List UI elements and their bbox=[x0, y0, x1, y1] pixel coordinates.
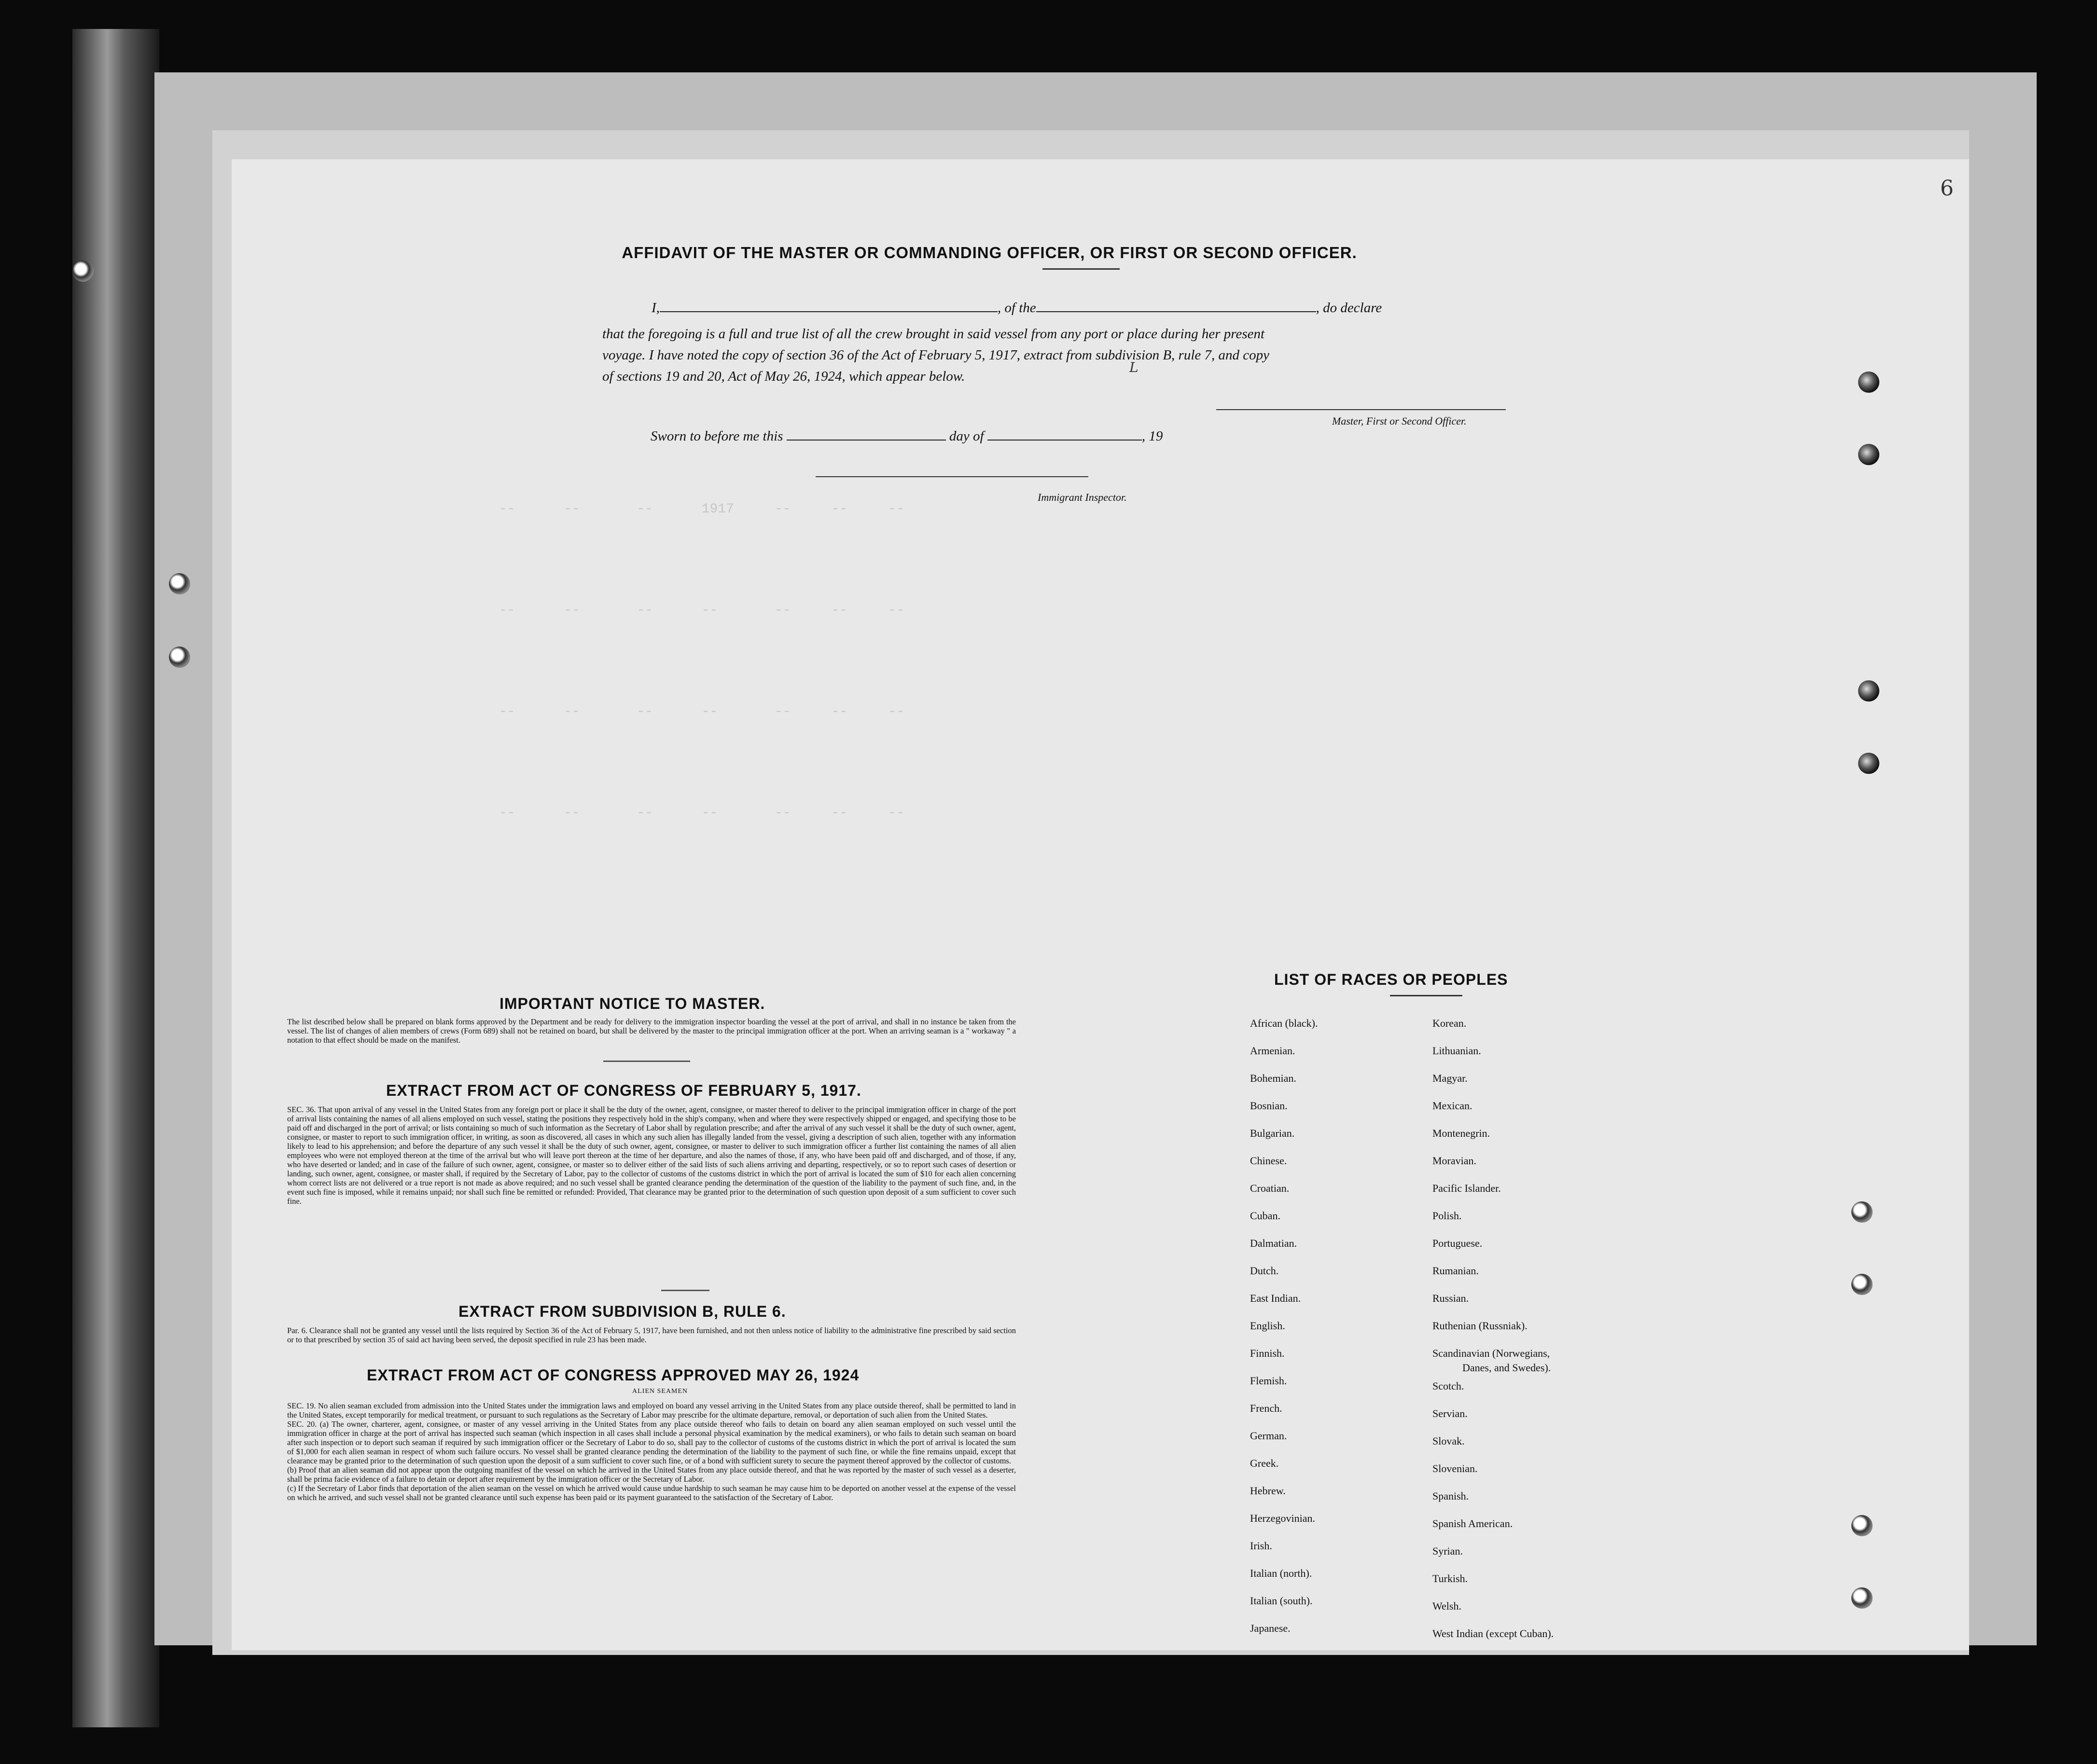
race-item: Italian (north). bbox=[1250, 1567, 1312, 1579]
race-item: Irish. bbox=[1250, 1540, 1272, 1552]
race-item: Russian. bbox=[1432, 1292, 1469, 1304]
binder-edge bbox=[72, 29, 159, 1727]
race-item: Mexican. bbox=[1432, 1100, 1472, 1112]
sworn-prefix: Sworn to before me this bbox=[651, 428, 783, 444]
sworn-line bbox=[651, 428, 1163, 444]
race-item: Spanish American. bbox=[1432, 1517, 1513, 1530]
race-item: English. bbox=[1250, 1320, 1285, 1332]
binder-hole bbox=[1858, 372, 1879, 393]
extract-rule6-title: EXTRACT FROM SUBDIVISION B, RULE 6. bbox=[458, 1303, 786, 1320]
races-title-rule bbox=[1390, 995, 1462, 996]
sworn-year-label: , 19 bbox=[1141, 428, 1163, 444]
binder-hole bbox=[1858, 444, 1879, 465]
race-item: West Indian (except Cuban). bbox=[1432, 1627, 1554, 1640]
binder-hole bbox=[169, 573, 190, 594]
race-item: French. bbox=[1250, 1402, 1282, 1414]
race-item: Italian (south). bbox=[1250, 1595, 1313, 1607]
race-item: Portuguese. bbox=[1432, 1237, 1483, 1249]
binder-hole bbox=[1858, 680, 1879, 702]
race-item: Japanese. bbox=[1250, 1622, 1291, 1634]
master-signature-line[interactable] bbox=[1216, 409, 1506, 410]
race-item: Rumanian. bbox=[1432, 1265, 1479, 1277]
race-item: Moravian. bbox=[1432, 1155, 1477, 1167]
bleed-through-text: ‑‑ ‑‑ ‑‑ ‑‑ ‑‑ ‑‑ ‑‑ bbox=[483, 603, 904, 618]
race-item: Montenegrin. bbox=[1432, 1127, 1490, 1139]
notice-body: The list described below shall be prepared on blank forms approved by the Department and be ready for delivery to the immigration inspector boarding the vessel at the port of arrival, and shall in no instance be taken from the vessel. The list of changes of alien members of crews (Form 689) shall not be retained on board, but shall be delivered by the master to the principal immigration officer at the port. When an arriving seaman is a " workaway " a notation to that effect should be made on the manifest. bbox=[287, 1017, 1016, 1045]
vessel-name-field[interactable] bbox=[1036, 311, 1316, 312]
binder-hole bbox=[169, 647, 190, 668]
race-item: German. bbox=[1250, 1430, 1287, 1442]
binder-hole bbox=[1851, 1587, 1873, 1609]
race-item: Welsh. bbox=[1432, 1600, 1461, 1612]
affidavit-i-label: I, bbox=[652, 300, 660, 316]
extract-1924-title: EXTRACT FROM ACT OF CONGRESS APPROVED MAY 26, 1924 bbox=[367, 1366, 860, 1384]
binder-hole bbox=[1851, 1274, 1873, 1295]
race-item: Bosnian. bbox=[1250, 1100, 1288, 1112]
race-item: Hebrew. bbox=[1250, 1485, 1286, 1497]
declarant-name-field[interactable] bbox=[660, 311, 998, 312]
binder-hole bbox=[72, 261, 94, 282]
affidavit-title: AFFIDAVIT OF THE MASTER OR COMMANDING OFFICER, OR FIRST OR SECOND OFFICER. bbox=[622, 244, 1357, 262]
bleed-through-text: ‑‑ ‑‑ ‑‑ ‑‑ ‑‑ ‑‑ ‑‑ bbox=[483, 806, 904, 821]
races-title: LIST OF RACES OR PEOPLES bbox=[1274, 971, 1508, 988]
race-item: Korean. bbox=[1432, 1017, 1467, 1029]
master-signature-caption: Master, First or Second Officer. bbox=[1332, 415, 1467, 427]
sec-20b-text: (b) Proof that an alien seaman did not appear upon the outgoing manifest of the vessel on which he arrived in the United States from any place outside thereof, and that he was reported by the master of such vessel as a deserter, shall be prima facie evidence of a failure to detain or deport after requirement by the immigration officer or the Secretary of Labor. bbox=[287, 1465, 1016, 1484]
handwritten-tick: L bbox=[1129, 359, 1139, 375]
race-item: Dutch. bbox=[1250, 1265, 1279, 1277]
race-item: Bulgarian. bbox=[1250, 1127, 1295, 1139]
race-item: Polish. bbox=[1432, 1210, 1462, 1222]
sworn-day-label: day of bbox=[949, 428, 984, 444]
race-item: Servian. bbox=[1432, 1407, 1468, 1419]
race-item: Syrian. bbox=[1432, 1545, 1463, 1557]
race-item: Chinese. bbox=[1250, 1155, 1287, 1167]
sec-19-text: SEC. 19. No alien seaman excluded from admission into the United States under the immigration laws and employed on board any vessel arriving in the United States from any place outside thereof, shall be permitted to land in the United States, except temporarily for medical treatment, or pursuant to such regulations as the Secretary of Labor may prescribe for the ultimate departure, removal, or deportation of such alien from the United States. bbox=[287, 1401, 1016, 1419]
sec-20a-text: SEC. 20. (a) The owner, charterer, agent, consignee, or master of any vessel arriving in the United States from any place outside thereof who fails to detain on board any alien seaman employed on such vessel until the immigration officer in charge at the port of arrival has inspected such seaman (which inspection in all cases shall include a personal physical examination by the medical examiners), or who fails to detain such seaman on board after such inspection or to deport such seaman if required by such immigration officer or the Secretary of Labor to do so, shall pay to the collector of customs of the customs district in which the port of arrival is located the sum of $1,000 for each alien seaman in respect of whom such failure occurs. No vessel shall be granted clearance pending the determination of the liability to the payment of such fine, or while the fine remains unpaid, except that clearance may be granted prior to the determination of such question upon the deposit of a sum sufficient to cover such fine, or of a bond with sufficient surety to secure the payment thereof approved by the collector of customs. bbox=[287, 1419, 1016, 1465]
race-item: Scandinavian (Norwegians, bbox=[1432, 1347, 1550, 1359]
extract-1917-body: SEC. 36. That upon arrival of any vessel in the United States from any foreign port or place it shall be the duty of the owner, agent, consignee, or master thereof to deliver to the principal immigration officer in charge of the port of arrival lists containing the names of all aliens employed on such vessel, stating the positions they respectively hold in the ship's company, when and where they were respectively shipped or engaged, and specifying those to be paid off and discharged in the port of arrival; or lists containing so much of such information as the Secretary of Labor shall by regulation prescribe; and after the arrival of any such vessel it shall be the duty of such owner, agent, consignee, or master to report to such immigration officer, in writing, as soon as discovered, all cases in which any such alien has illegally landed from the vessel, giving a description of such alien, together with any information likely to lead to his apprehension; and before the departure of any such vessel it shall be the duty of such owner, agent, consignee, or master to deliver to such immigration officer a further list containing the names of all alien employees who were not employed thereon at the time of the arrival but who will leave port thereon at the time of her departure, and also the names of those, if any, who have been paid off and discharged, and of those, if any, who have deserted or landed; and in case of the failure of such owner, agent, consignee, or master so to deliver either of the said lists of such aliens arriving and departing, respectively, or so to report such cases of desertion or landing, such owner, agent, consignee, or master shall, if required by the Secretary of Labor, pay to the collector of customs of the customs district in which the port of arrival is located the sum of $10 for each alien concerning whom correct lists are not delivered or a true report is not made as above required; and no such vessel shall be granted clearance pending the determination of the question of the liability to the payment of such fine, and, in the event such fine is imposed, while it remains unpaid; nor shall such fine be remitted or refunded: Provided, That clearance may be granted prior to the determination of such question upon deposit of a sum sufficient to cover such fine. bbox=[287, 1105, 1016, 1206]
race-item: Pacific Islander. bbox=[1432, 1182, 1501, 1194]
section-rule bbox=[661, 1290, 709, 1291]
extract-1924-sections bbox=[287, 1401, 1016, 1502]
affidavit-line-3: voyage. I have noted the copy of section 36 of the Act of February 5, 1917, extract from subdivision B, rule 7, and copy bbox=[602, 347, 1270, 363]
race-item: Scotch. bbox=[1432, 1380, 1464, 1392]
race-item: Slovenian. bbox=[1432, 1462, 1478, 1475]
race-item: Lithuanian. bbox=[1432, 1045, 1481, 1057]
sworn-month-field[interactable] bbox=[987, 440, 1142, 441]
race-item: Finnish. bbox=[1250, 1347, 1285, 1359]
binder-hole bbox=[1851, 1515, 1873, 1536]
race-item: Spanish. bbox=[1432, 1490, 1469, 1502]
extract-1924-subtitle: ALIEN SEAMEN bbox=[632, 1388, 688, 1395]
race-item: African (black). bbox=[1250, 1017, 1318, 1029]
bleed-through-text: ‑‑ ‑‑ ‑‑ 1917 ‑‑ ‑‑ ‑‑ bbox=[483, 502, 904, 517]
affidavit-line-2: that the foregoing is a full and true list of all the crew brought in said vessel from any port or place during her present bbox=[602, 326, 1265, 342]
race-item: Danes, and Swedes). bbox=[1462, 1362, 1551, 1374]
extract-rule6-body: Par. 6. Clearance shall not be granted any vessel until the lists required by Section 36 of the Act of February 5, 1917, have been furnished, and not then unless notice of liability to the administrative fine prescribed by said section or to that prescribed by section 35 of said act having been served, the deposit specified in rule 23 has been made. bbox=[287, 1326, 1016, 1344]
affidavit-title-rule bbox=[1042, 268, 1120, 270]
section-rule bbox=[603, 1061, 690, 1062]
race-item: Bohemian. bbox=[1250, 1072, 1296, 1084]
race-item: Ruthenian (Russniak). bbox=[1432, 1320, 1528, 1332]
race-item: Flemish. bbox=[1250, 1375, 1287, 1387]
sec-20c-text: (c) If the Secretary of Labor finds that deportation of the alien seaman on the vessel on which he arrived would cause undue hardship to such seaman he may cause him to be deported on another vessel at the expense of the vessel on which he arrived, and such vessel shall not be granted clearance until such expense has been paid or its payment guaranteed to the satisfaction of the Secretary of Labor. bbox=[287, 1484, 1016, 1502]
race-item: Slovak. bbox=[1432, 1435, 1465, 1447]
race-item: Croatian. bbox=[1250, 1182, 1290, 1194]
race-item: Herzegovinian. bbox=[1250, 1512, 1315, 1524]
race-item: Cuban. bbox=[1250, 1210, 1280, 1222]
race-item: Turkish. bbox=[1432, 1572, 1468, 1585]
notice-title: IMPORTANT NOTICE TO MASTER. bbox=[500, 995, 765, 1012]
race-item: East Indian. bbox=[1250, 1292, 1301, 1304]
affidavit-line-4: of sections 19 and 20, Act of May 26, 1924, which appear below. bbox=[602, 369, 965, 384]
affidavit-declare-label: , do declare bbox=[1316, 300, 1382, 316]
bleed-through-text: ‑‑ ‑‑ ‑‑ ‑‑ ‑‑ ‑‑ ‑‑ bbox=[483, 704, 904, 719]
binder-hole bbox=[1858, 753, 1879, 774]
race-item: Armenian. bbox=[1250, 1045, 1295, 1057]
race-item: Dalmatian. bbox=[1250, 1237, 1297, 1249]
handwritten-page-number: 6 bbox=[1940, 176, 1954, 201]
race-item: Magyar. bbox=[1432, 1072, 1468, 1084]
race-item: Greek. bbox=[1250, 1457, 1279, 1469]
inspector-signature-caption: Immigrant Inspector. bbox=[1038, 491, 1127, 503]
affidavit-of-label: , of the bbox=[997, 300, 1036, 316]
binder-hole bbox=[1851, 1201, 1873, 1223]
affidavit-line-declarant bbox=[652, 300, 1382, 316]
extract-1917-title: EXTRACT FROM ACT OF CONGRESS OF FEBRUARY 5, 1917. bbox=[386, 1082, 861, 1099]
inspector-signature-line[interactable] bbox=[816, 476, 1088, 477]
sworn-day-field[interactable] bbox=[787, 440, 946, 441]
